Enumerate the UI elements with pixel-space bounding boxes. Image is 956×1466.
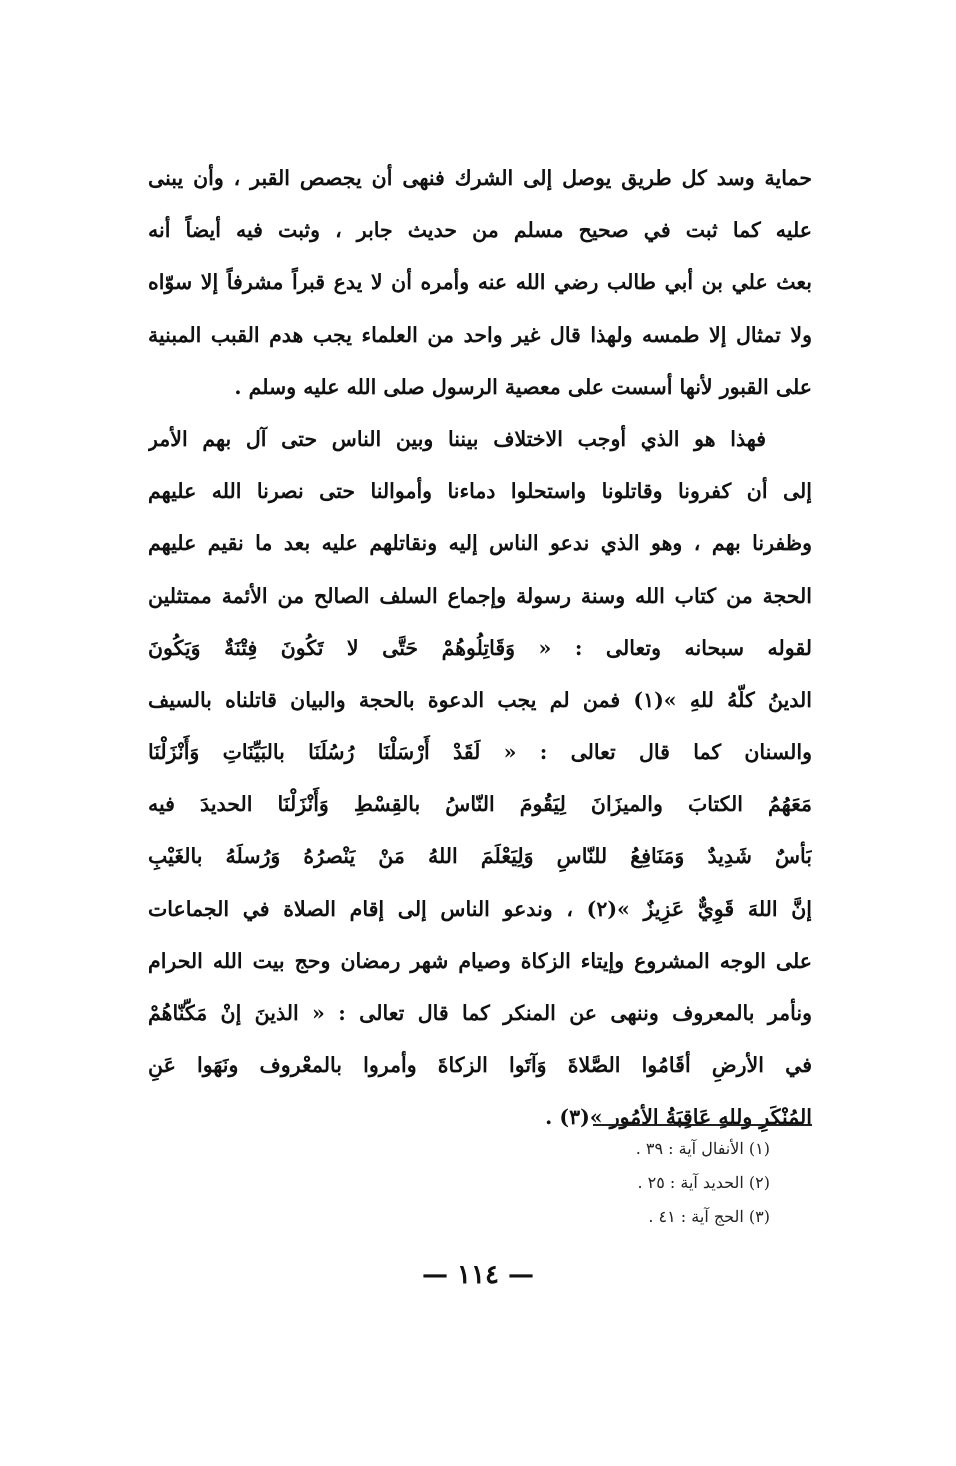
text-line: ولا تمثال إلا طمسه ولهذا قال غير واحد من العلماء يجب هدم القبب المبنية bbox=[148, 322, 812, 347]
text-line: إنَّ اللهَ قَوِيٌّ عَزِيزٌ »(٢) ، وندعو الناس إلى إقام الصلاة في الجماعات bbox=[148, 896, 812, 921]
text-line: بعث علي بن أبي طالب رضي الله عنه وأمره أن لا يدع قبراً مشرفاً إلا سوّاه bbox=[148, 270, 812, 295]
footnotes bbox=[500, 1132, 770, 1234]
text-line: المُنْكَرِ وللهِ عَاقِبَةُ الأمُور »(٣) . bbox=[545, 1105, 812, 1130]
text-line: الحجة من كتاب الله وسنة رسولة وإجماع السلف الصالح من الأئمة ممتثلين bbox=[148, 583, 812, 608]
text-line: فهذا هو الذي أوجب الاختلاف بيننا وبين الناس حتى آل بهم الأمر bbox=[148, 426, 766, 451]
text-line: مَعَهُمُ الكتابَ والميزَانَ لِيَقُومَ النّاسُ بالقِسْطِ وَأَنْزَلْنَا الحديدَ فيه bbox=[148, 792, 812, 817]
text-line: لقوله سبحانه وتعالى : « وَقَاتِلُوهُمْ حَتَّى لا تَكُونَ فِتْنَةٌ وَيَكُونَ bbox=[148, 635, 812, 660]
text-line: عليه كما ثبت في صحيح مسلم من حديث جابر ، وثبت فيه أيضاً أنه bbox=[148, 218, 812, 243]
text-line: في الأرضِ أقَامُوا الصَّلاةَ وَآتَوا الزكاةَ وأمروا بالمعْروف ونَهَوا عَنِ bbox=[148, 1053, 812, 1078]
footnote-item: (١) الأنفال آية : ٣٩ . bbox=[635, 1139, 770, 1158]
text-line: الدينُ كلّهُ للهِ »(١) فمن لم يجب الدعوة بالحجة والبيان قاتلناه بالسيف bbox=[148, 687, 812, 712]
text-line: حماية وسد كل طريق يوصل إلى الشرك فنهى أن يجصص القبر ، وأن يبنى bbox=[148, 166, 812, 190]
text-line: بَأسٌ شَدِيدٌ وَمَنَافِعُ للنّاسِ وَلِيَعْلَمَ اللهُ مَنْ يَنْصرُهُ وَرُسلَهُ بالغَيْبِ bbox=[148, 844, 812, 869]
footnote-divider bbox=[593, 1124, 812, 1126]
text-line: والسنان كما قال تعالى : « لَقَدْ أَرْسَلْنَا رُسُلَنَا بالبَيِّنَاتِ وَأَنْزَلْنَا bbox=[148, 740, 812, 765]
text-line: على القبور لأنها أسست على معصية الرسول صلى الله عليه وسلم . bbox=[234, 374, 812, 399]
page-number: — ١١٤ — bbox=[421, 1260, 535, 1290]
text-line: ونأمر بالمعروف وننهى عن المنكر كما قال تعالى : « الذينَ إنْ مَكّنّاهُمْ bbox=[148, 1001, 812, 1025]
text-line: وظفرنا بهم ، وهو الذي ندعو الناس إليه ونقاتلهم عليه بعد ما نقيم عليهم bbox=[148, 531, 812, 556]
text-line: على الوجه المشروع وإيتاء الزكاة وصيام شهر رمضان وحج بيت الله الحرام bbox=[148, 948, 812, 973]
main-text bbox=[148, 152, 812, 1144]
text-line: إلى أن كفرونا وقاتلونا واستحلوا دماءنا وأموالنا حتى نصرنا الله عليهم bbox=[148, 479, 812, 504]
footnote-item: (٣) الحج آية : ٤١ . bbox=[648, 1207, 770, 1226]
footnote-item: (٢) الحديد آية : ٢٥ . bbox=[637, 1173, 770, 1192]
